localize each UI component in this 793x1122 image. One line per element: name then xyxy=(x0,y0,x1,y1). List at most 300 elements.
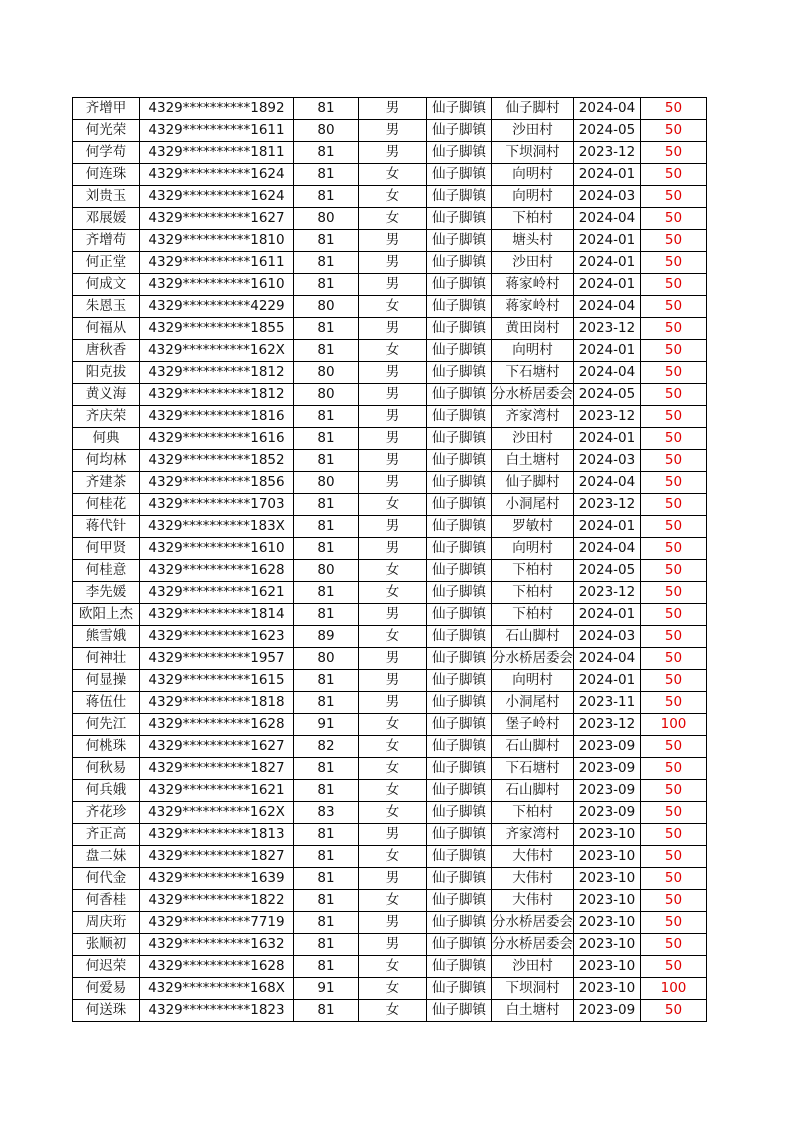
id-number-cell: 4329**********168X xyxy=(140,978,294,1000)
town-cell: 仙子脚镇 xyxy=(427,98,492,120)
date-cell: 2023-09 xyxy=(574,780,641,802)
village-text: 堡子岭村 xyxy=(505,716,560,732)
village-cell xyxy=(492,538,574,560)
town-cell: 仙子脚镇 xyxy=(427,824,492,846)
village-cell xyxy=(492,362,574,384)
name-cell: 何代金 xyxy=(73,868,140,890)
name-cell: 何甲贤 xyxy=(73,538,140,560)
table-row xyxy=(73,736,707,758)
date-cell: 2023-10 xyxy=(574,956,641,978)
date-cell: 2023-12 xyxy=(574,142,641,164)
table-row xyxy=(73,890,707,912)
id-number-cell: 4329**********1816 xyxy=(140,406,294,428)
village-cell xyxy=(492,582,574,604)
age-cell: 80 xyxy=(294,362,359,384)
table-row xyxy=(73,384,707,406)
village-text: 塘头村 xyxy=(512,232,553,248)
name-cell: 齐增甲 xyxy=(73,98,140,120)
table-row xyxy=(73,296,707,318)
id-number-cell: 4329**********1632 xyxy=(140,934,294,956)
table-row xyxy=(73,582,707,604)
village-cell xyxy=(492,670,574,692)
id-number-cell: 4329**********7719 xyxy=(140,912,294,934)
village-cell xyxy=(492,912,574,934)
age-cell: 81 xyxy=(294,186,359,208)
town-cell: 仙子脚镇 xyxy=(427,648,492,670)
town-cell: 仙子脚镇 xyxy=(427,1000,492,1022)
date-cell: 2023-10 xyxy=(574,890,641,912)
age-cell: 81 xyxy=(294,604,359,626)
table-row xyxy=(73,164,707,186)
town-cell: 仙子脚镇 xyxy=(427,472,492,494)
town-cell: 仙子脚镇 xyxy=(427,956,492,978)
name-cell: 何送珠 xyxy=(73,1000,140,1022)
gender-cell: 女 xyxy=(359,956,427,978)
id-number-cell: 4329**********1627 xyxy=(140,208,294,230)
village-text: 向明村 xyxy=(512,540,553,556)
town-cell: 仙子脚镇 xyxy=(427,890,492,912)
village-cell xyxy=(492,1000,574,1022)
age-cell: 81 xyxy=(294,318,359,340)
village-cell xyxy=(492,494,574,516)
date-cell: 2024-04 xyxy=(574,296,641,318)
table-row xyxy=(73,120,707,142)
date-cell: 2023-12 xyxy=(574,318,641,340)
table-row xyxy=(73,142,707,164)
age-cell: 81 xyxy=(294,98,359,120)
table-row xyxy=(73,692,707,714)
village-cell xyxy=(492,384,574,406)
village-text: 石山脚村 xyxy=(505,628,560,644)
town-cell: 仙子脚镇 xyxy=(427,296,492,318)
id-number-cell: 4329**********1892 xyxy=(140,98,294,120)
age-cell: 81 xyxy=(294,912,359,934)
age-cell: 80 xyxy=(294,384,359,406)
id-number-cell: 4329**********1639 xyxy=(140,868,294,890)
date-cell: 2024-01 xyxy=(574,516,641,538)
gender-cell: 女 xyxy=(359,208,427,230)
amount-cell: 50 xyxy=(641,692,707,714)
gender-cell: 男 xyxy=(359,318,427,340)
table-row xyxy=(73,912,707,934)
table-row xyxy=(73,560,707,582)
town-cell: 仙子脚镇 xyxy=(427,252,492,274)
name-cell: 齐花珍 xyxy=(73,802,140,824)
name-cell: 齐正高 xyxy=(73,824,140,846)
age-cell: 81 xyxy=(294,582,359,604)
village-cell xyxy=(492,296,574,318)
age-cell: 80 xyxy=(294,296,359,318)
name-cell: 齐增苟 xyxy=(73,230,140,252)
village-cell xyxy=(492,560,574,582)
name-cell: 何桂意 xyxy=(73,560,140,582)
village-cell xyxy=(492,934,574,956)
village-cell xyxy=(492,956,574,978)
age-cell: 80 xyxy=(294,472,359,494)
id-number-cell: 4329**********4229 xyxy=(140,296,294,318)
table-row xyxy=(73,604,707,626)
age-cell: 81 xyxy=(294,274,359,296)
date-cell: 2024-01 xyxy=(574,670,641,692)
id-number-cell: 4329**********1814 xyxy=(140,604,294,626)
id-number-cell: 4329**********1611 xyxy=(140,252,294,274)
village-text: 齐家湾村 xyxy=(505,408,560,424)
table-row xyxy=(73,868,707,890)
id-number-cell: 4329**********1624 xyxy=(140,164,294,186)
table-row xyxy=(73,362,707,384)
name-cell: 何福从 xyxy=(73,318,140,340)
village-text: 下坝洞村 xyxy=(505,980,560,996)
amount-cell: 50 xyxy=(641,890,707,912)
amount-cell: 50 xyxy=(641,428,707,450)
amount-cell: 50 xyxy=(641,494,707,516)
id-number-cell: 4329**********1811 xyxy=(140,142,294,164)
village-text: 向明村 xyxy=(512,342,553,358)
gender-cell: 男 xyxy=(359,384,427,406)
village-cell xyxy=(492,626,574,648)
amount-cell: 50 xyxy=(641,560,707,582)
age-cell: 81 xyxy=(294,142,359,164)
id-number-cell: 4329**********1827 xyxy=(140,846,294,868)
date-cell: 2024-01 xyxy=(574,274,641,296)
village-cell xyxy=(492,736,574,758)
town-cell: 仙子脚镇 xyxy=(427,604,492,626)
town-cell: 仙子脚镇 xyxy=(427,846,492,868)
village-text: 沙田村 xyxy=(512,254,553,270)
id-number-cell: 4329**********1611 xyxy=(140,120,294,142)
village-text: 沙田村 xyxy=(512,958,553,974)
village-text: 齐家湾村 xyxy=(505,826,560,842)
gender-cell: 女 xyxy=(359,626,427,648)
village-cell xyxy=(492,978,574,1000)
name-cell: 何成文 xyxy=(73,274,140,296)
date-cell: 2024-05 xyxy=(574,120,641,142)
gender-cell: 女 xyxy=(359,714,427,736)
name-cell: 何香桂 xyxy=(73,890,140,912)
town-cell: 仙子脚镇 xyxy=(427,142,492,164)
table-row xyxy=(73,516,707,538)
name-cell: 熊雪娥 xyxy=(73,626,140,648)
town-cell: 仙子脚镇 xyxy=(427,208,492,230)
amount-cell: 50 xyxy=(641,164,707,186)
town-cell: 仙子脚镇 xyxy=(427,780,492,802)
amount-cell: 50 xyxy=(641,868,707,890)
age-cell: 80 xyxy=(294,560,359,582)
table-row xyxy=(73,538,707,560)
village-text: 沙田村 xyxy=(512,430,553,446)
gender-cell: 男 xyxy=(359,912,427,934)
village-cell xyxy=(492,516,574,538)
amount-cell: 50 xyxy=(641,274,707,296)
gender-cell: 男 xyxy=(359,120,427,142)
gender-cell: 女 xyxy=(359,186,427,208)
table-row xyxy=(73,98,707,120)
id-number-cell: 4329**********1856 xyxy=(140,472,294,494)
amount-cell: 50 xyxy=(641,208,707,230)
village-text: 下石塘村 xyxy=(505,760,560,776)
date-cell: 2024-04 xyxy=(574,208,641,230)
gender-cell: 女 xyxy=(359,736,427,758)
table-row xyxy=(73,780,707,802)
date-cell: 2024-01 xyxy=(574,604,641,626)
village-cell xyxy=(492,274,574,296)
amount-cell: 50 xyxy=(641,802,707,824)
date-cell: 2023-09 xyxy=(574,1000,641,1022)
village-cell xyxy=(492,230,574,252)
village-cell xyxy=(492,692,574,714)
id-number-cell: 4329**********1813 xyxy=(140,824,294,846)
table-row xyxy=(73,318,707,340)
id-number-cell: 4329**********1627 xyxy=(140,736,294,758)
name-cell: 何桃珠 xyxy=(73,736,140,758)
age-cell: 81 xyxy=(294,824,359,846)
town-cell: 仙子脚镇 xyxy=(427,516,492,538)
amount-cell: 50 xyxy=(641,1000,707,1022)
date-cell: 2023-12 xyxy=(574,582,641,604)
id-number-cell: 4329**********1812 xyxy=(140,384,294,406)
table-row xyxy=(73,1000,707,1022)
village-cell xyxy=(492,164,574,186)
village-text: 下柏村 xyxy=(512,562,553,578)
amount-cell: 50 xyxy=(641,912,707,934)
town-cell: 仙子脚镇 xyxy=(427,494,492,516)
town-cell: 仙子脚镇 xyxy=(427,318,492,340)
name-cell: 李先媛 xyxy=(73,582,140,604)
gender-cell: 男 xyxy=(359,824,427,846)
age-cell: 81 xyxy=(294,780,359,802)
village-text: 石山脚村 xyxy=(505,782,560,798)
town-cell: 仙子脚镇 xyxy=(427,340,492,362)
name-cell: 齐庆荣 xyxy=(73,406,140,428)
age-cell: 81 xyxy=(294,494,359,516)
amount-cell: 50 xyxy=(641,626,707,648)
name-cell: 何先江 xyxy=(73,714,140,736)
amount-cell: 100 xyxy=(641,978,707,1000)
age-cell: 83 xyxy=(294,802,359,824)
town-cell: 仙子脚镇 xyxy=(427,934,492,956)
village-cell xyxy=(492,186,574,208)
village-text: 黄田岗村 xyxy=(505,320,560,336)
village-text: 仙子脚村 xyxy=(505,100,560,116)
village-cell xyxy=(492,824,574,846)
age-cell: 81 xyxy=(294,252,359,274)
name-cell: 周庆珩 xyxy=(73,912,140,934)
town-cell: 仙子脚镇 xyxy=(427,714,492,736)
village-text: 下坝洞村 xyxy=(505,144,560,160)
name-cell: 刘贵玉 xyxy=(73,186,140,208)
amount-cell: 50 xyxy=(641,824,707,846)
name-cell: 蒋代针 xyxy=(73,516,140,538)
name-cell: 何均林 xyxy=(73,450,140,472)
town-cell: 仙子脚镇 xyxy=(427,802,492,824)
table-row xyxy=(73,626,707,648)
id-number-cell: 4329**********1818 xyxy=(140,692,294,714)
name-cell: 何显操 xyxy=(73,670,140,692)
age-cell: 81 xyxy=(294,340,359,362)
village-cell xyxy=(492,120,574,142)
table-row xyxy=(73,648,707,670)
gender-cell: 男 xyxy=(359,142,427,164)
date-cell: 2024-05 xyxy=(574,560,641,582)
village-text: 分水桥居委会 xyxy=(492,914,573,930)
town-cell: 仙子脚镇 xyxy=(427,450,492,472)
village-text: 分水桥居委会 xyxy=(492,936,573,952)
town-cell: 仙子脚镇 xyxy=(427,230,492,252)
village-cell xyxy=(492,142,574,164)
id-number-cell: 4329**********1703 xyxy=(140,494,294,516)
id-number-cell: 4329**********1822 xyxy=(140,890,294,912)
town-cell: 仙子脚镇 xyxy=(427,978,492,1000)
id-number-cell: 4329**********1616 xyxy=(140,428,294,450)
table-row xyxy=(73,340,707,362)
village-text: 白土塘村 xyxy=(505,452,560,468)
date-cell: 2024-03 xyxy=(574,186,641,208)
table-row xyxy=(73,230,707,252)
age-cell: 81 xyxy=(294,428,359,450)
name-cell: 盘二妹 xyxy=(73,846,140,868)
id-number-cell: 4329**********1628 xyxy=(140,560,294,582)
gender-cell: 女 xyxy=(359,164,427,186)
town-cell: 仙子脚镇 xyxy=(427,362,492,384)
town-cell: 仙子脚镇 xyxy=(427,670,492,692)
gender-cell: 男 xyxy=(359,648,427,670)
age-cell: 81 xyxy=(294,956,359,978)
gender-cell: 女 xyxy=(359,296,427,318)
gender-cell: 男 xyxy=(359,230,427,252)
gender-cell: 男 xyxy=(359,252,427,274)
date-cell: 2024-04 xyxy=(574,538,641,560)
gender-cell: 女 xyxy=(359,494,427,516)
age-cell: 81 xyxy=(294,230,359,252)
gender-cell: 女 xyxy=(359,802,427,824)
id-number-cell: 4329**********1621 xyxy=(140,582,294,604)
date-cell: 2024-03 xyxy=(574,626,641,648)
gender-cell: 男 xyxy=(359,362,427,384)
town-cell: 仙子脚镇 xyxy=(427,538,492,560)
name-cell: 何桂花 xyxy=(73,494,140,516)
age-cell: 81 xyxy=(294,164,359,186)
gender-cell: 女 xyxy=(359,890,427,912)
age-cell: 82 xyxy=(294,736,359,758)
village-text: 下石塘村 xyxy=(505,364,560,380)
id-number-cell: 4329**********183X xyxy=(140,516,294,538)
name-cell: 唐秋香 xyxy=(73,340,140,362)
town-cell: 仙子脚镇 xyxy=(427,120,492,142)
village-text: 白土塘村 xyxy=(505,1002,560,1018)
amount-cell: 50 xyxy=(641,450,707,472)
village-cell xyxy=(492,648,574,670)
name-cell: 欧阳上杰 xyxy=(73,604,140,626)
date-cell: 2023-10 xyxy=(574,934,641,956)
amount-cell: 50 xyxy=(641,296,707,318)
table-row xyxy=(73,978,707,1000)
date-cell: 2023-12 xyxy=(574,714,641,736)
date-cell: 2023-11 xyxy=(574,692,641,714)
gender-cell: 男 xyxy=(359,428,427,450)
village-cell xyxy=(492,758,574,780)
table-row xyxy=(73,252,707,274)
amount-cell: 50 xyxy=(641,98,707,120)
date-cell: 2023-10 xyxy=(574,912,641,934)
date-cell: 2024-01 xyxy=(574,164,641,186)
date-cell: 2024-01 xyxy=(574,252,641,274)
gender-cell: 男 xyxy=(359,670,427,692)
town-cell: 仙子脚镇 xyxy=(427,560,492,582)
table-row xyxy=(73,824,707,846)
town-cell: 仙子脚镇 xyxy=(427,736,492,758)
amount-cell: 50 xyxy=(641,582,707,604)
village-cell xyxy=(492,780,574,802)
village-cell xyxy=(492,340,574,362)
name-cell: 黄义海 xyxy=(73,384,140,406)
table-row xyxy=(73,758,707,780)
gender-cell: 男 xyxy=(359,406,427,428)
town-cell: 仙子脚镇 xyxy=(427,384,492,406)
amount-cell: 50 xyxy=(641,406,707,428)
town-cell: 仙子脚镇 xyxy=(427,912,492,934)
village-text: 下柏村 xyxy=(512,804,553,820)
village-text: 向明村 xyxy=(512,166,553,182)
gender-cell: 女 xyxy=(359,758,427,780)
village-text: 向明村 xyxy=(512,672,553,688)
village-cell xyxy=(492,428,574,450)
name-cell: 何秋易 xyxy=(73,758,140,780)
village-text: 沙田村 xyxy=(512,122,553,138)
age-cell: 91 xyxy=(294,714,359,736)
id-number-cell: 4329**********1610 xyxy=(140,274,294,296)
village-text: 分水桥居委会 xyxy=(492,650,573,666)
village-text: 石山脚村 xyxy=(505,738,560,754)
table-row xyxy=(73,450,707,472)
amount-cell: 50 xyxy=(641,956,707,978)
gender-cell: 男 xyxy=(359,98,427,120)
town-cell: 仙子脚镇 xyxy=(427,406,492,428)
name-cell: 张顺初 xyxy=(73,934,140,956)
gender-cell: 男 xyxy=(359,516,427,538)
village-text: 蒋家岭村 xyxy=(505,276,560,292)
gender-cell: 男 xyxy=(359,868,427,890)
id-number-cell: 4329**********162X xyxy=(140,340,294,362)
gender-cell: 男 xyxy=(359,934,427,956)
table-row xyxy=(73,274,707,296)
gender-cell: 男 xyxy=(359,538,427,560)
gender-cell: 男 xyxy=(359,450,427,472)
date-cell: 2024-03 xyxy=(574,450,641,472)
village-cell xyxy=(492,252,574,274)
town-cell: 仙子脚镇 xyxy=(427,868,492,890)
table-row xyxy=(73,956,707,978)
age-cell: 81 xyxy=(294,516,359,538)
id-number-cell: 4329**********1621 xyxy=(140,780,294,802)
gender-cell: 男 xyxy=(359,472,427,494)
id-number-cell: 4329**********1957 xyxy=(140,648,294,670)
id-number-cell: 4329**********1810 xyxy=(140,230,294,252)
age-cell: 81 xyxy=(294,450,359,472)
date-cell: 2023-09 xyxy=(574,758,641,780)
age-cell: 81 xyxy=(294,758,359,780)
name-cell: 何光荣 xyxy=(73,120,140,142)
date-cell: 2024-04 xyxy=(574,648,641,670)
village-text: 小洞尾村 xyxy=(505,694,560,710)
name-cell: 何正堂 xyxy=(73,252,140,274)
date-cell: 2023-10 xyxy=(574,824,641,846)
age-cell: 81 xyxy=(294,890,359,912)
name-cell: 蒋伍仕 xyxy=(73,692,140,714)
gender-cell: 女 xyxy=(359,1000,427,1022)
date-cell: 2024-04 xyxy=(574,362,641,384)
table-row xyxy=(73,472,707,494)
id-number-cell: 4329**********1624 xyxy=(140,186,294,208)
